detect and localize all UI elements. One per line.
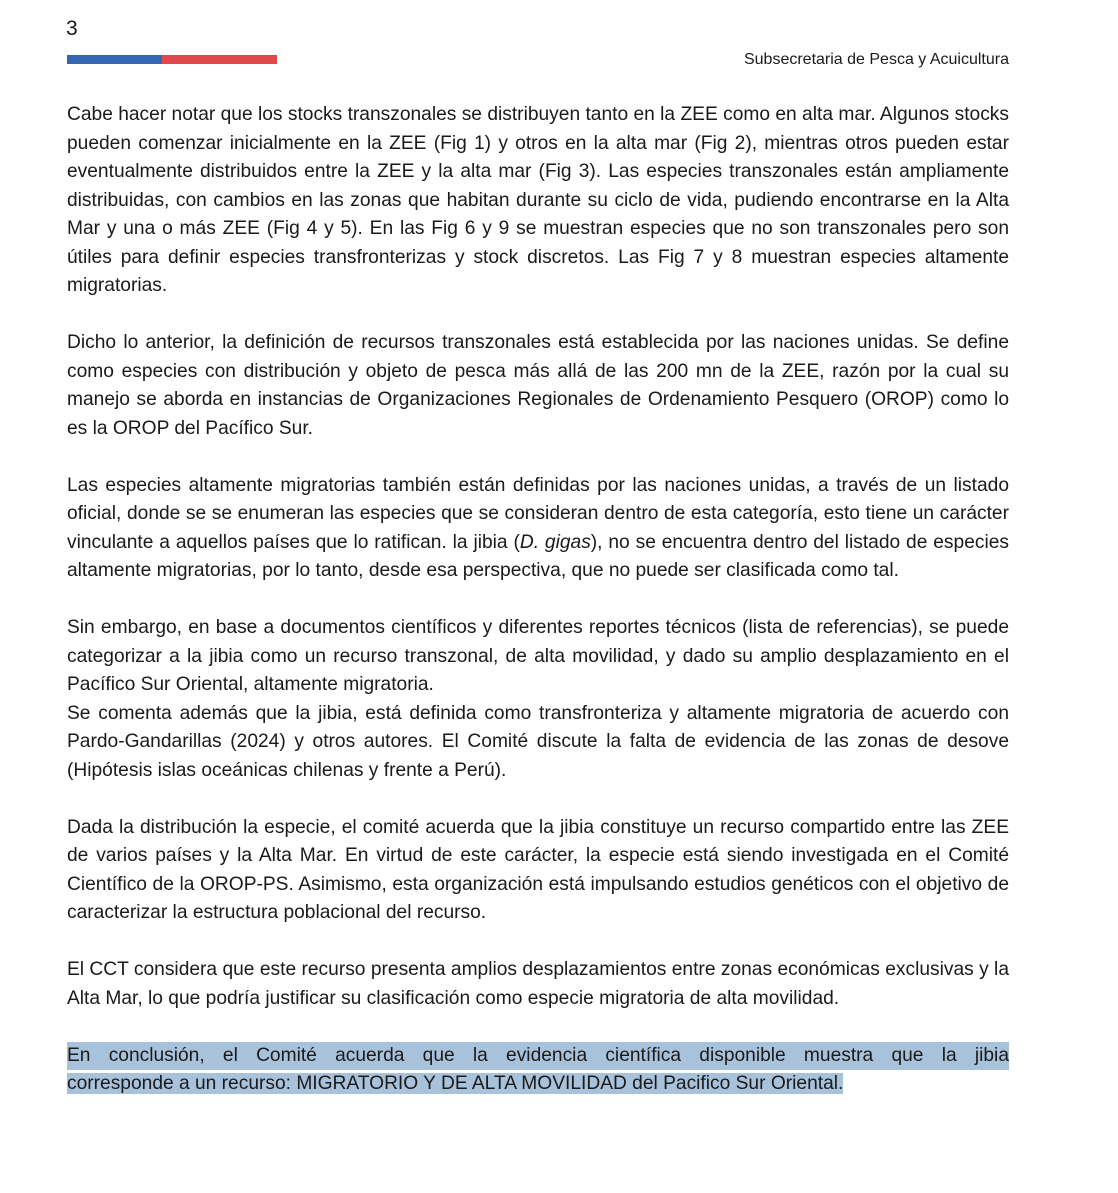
paragraph-definition: Dicho lo anterior, la definición de recursos transzonales está establecida por las naciones unidas. Se define como especies con distribución y objeto de pesca más allá de las 200 mn de la ZEE, razón por la cual su manejo se aborda en instancias de Organizaciones Regionales de Ordenamiento Pesquero (OROP) como lo es la OROP del Pacífico Sur. [67, 332, 1009, 439]
conclusion-line-2 [67, 1070, 1009, 1099]
species-name-italic: D. gigas [519, 531, 591, 553]
paragraph-distribution: Dada la distribución la especie, el comité acuerda que la jibia constituye un recurso compartido entre las ZEE de varios países y la Alta Mar. En virtud de este carácter, la especie está siendo investigada en el Comité Científico de la OROP-PS. Asimismo, esta organización está impulsando estudios genéticos con el objetivo de caracterizar la estructura poblacional del recurso. [67, 816, 1009, 923]
organization-name: Subsecretaria de Pesca y Acuicultura [743, 51, 1009, 68]
page-number: 3 [66, 17, 78, 40]
header-bar-red [162, 55, 277, 64]
paragraph-categorization: Sin embargo, en base a documentos científicos y diferentes reportes técnicos (lista de referencias), se puede categorizar a la jibia como un recurso transzonal, de alta movilidad, y dado su amplio desplazamiento en el Pacífico Sur Oriental, altamente migratoria. [67, 617, 1009, 695]
document-body [67, 101, 1009, 1099]
paragraph-committee-comment: Se comenta además que la jibia, está definida como transfronteriza y altamente migratoria de acuerdo con Pardo-Gandarillas (2024) y otros autores. El Comité discute la falta de evidencia de las zonas de desove (Hipótesis islas oceánicas chilenas y frente a Perú). [67, 702, 1009, 781]
conclusion-text-1: En conclusión, el Comité acuerda que la evidencia científica disponible muestra que la jibia [67, 1044, 1009, 1066]
conclusion-text-2: corresponde a un recurso: MIGRATORIO Y DE ALTA MOVILIDAD del Pacifico Sur Oriental. [67, 1073, 844, 1094]
paragraph-migratory-text-b: ), no se encuentra dentro del listado de especies altamente migratorias, por lo tanto, desde esa perspectiva, que no puede ser clasificada como tal. [67, 531, 1009, 581]
paragraph-migratory-text-a: Las especies altamente migratorias también están definidas por las naciones unidas, a través de un listado oficial, donde se se enumeran las especies que se consideran dentro de esta categoría, esto tiene un carácter vinculante a aquellos países que lo ratifican. la jibia ( [67, 474, 1009, 553]
paragraph-migratory-species [67, 472, 1009, 586]
header-bar-blue [67, 55, 162, 64]
paragraph-conclusion [67, 1042, 1009, 1099]
conclusion-line-1 [67, 1042, 1009, 1071]
paragraph-transzonal-stocks: Cabe hacer notar que los stocks transzonales se distribuyen tanto en la ZEE como en alta mar. Algunos stocks pueden comenzar inicialmente en la ZEE (Fig 1) y otros en la alta mar (Fig 2), mientras otros pueden estar eventualmente distribuidos entre la ZEE y la alta mar (Fig 3). Las especies transzonales están ampliamente distribuidas, con cambios en las zonas que habitan durante su ciclo de vida, pudiendo encontrarse en la Alta Mar y una o más ZEE (Fig 4 y 5). En las Fig 6 y 9 se muestran especies que no son transzonales pero son útiles para definir especies transfronterizas y stock discretos. Las Fig 7 y 8 muestran especies altamente migratorias. [67, 104, 1009, 296]
paragraph-cct: El CCT considera que este recurso presenta amplios desplazamientos entre zonas económicas exclusivas y la Alta Mar, lo que podría justificar su clasificación como especie migratoria de alta movilidad. [67, 959, 1009, 1009]
